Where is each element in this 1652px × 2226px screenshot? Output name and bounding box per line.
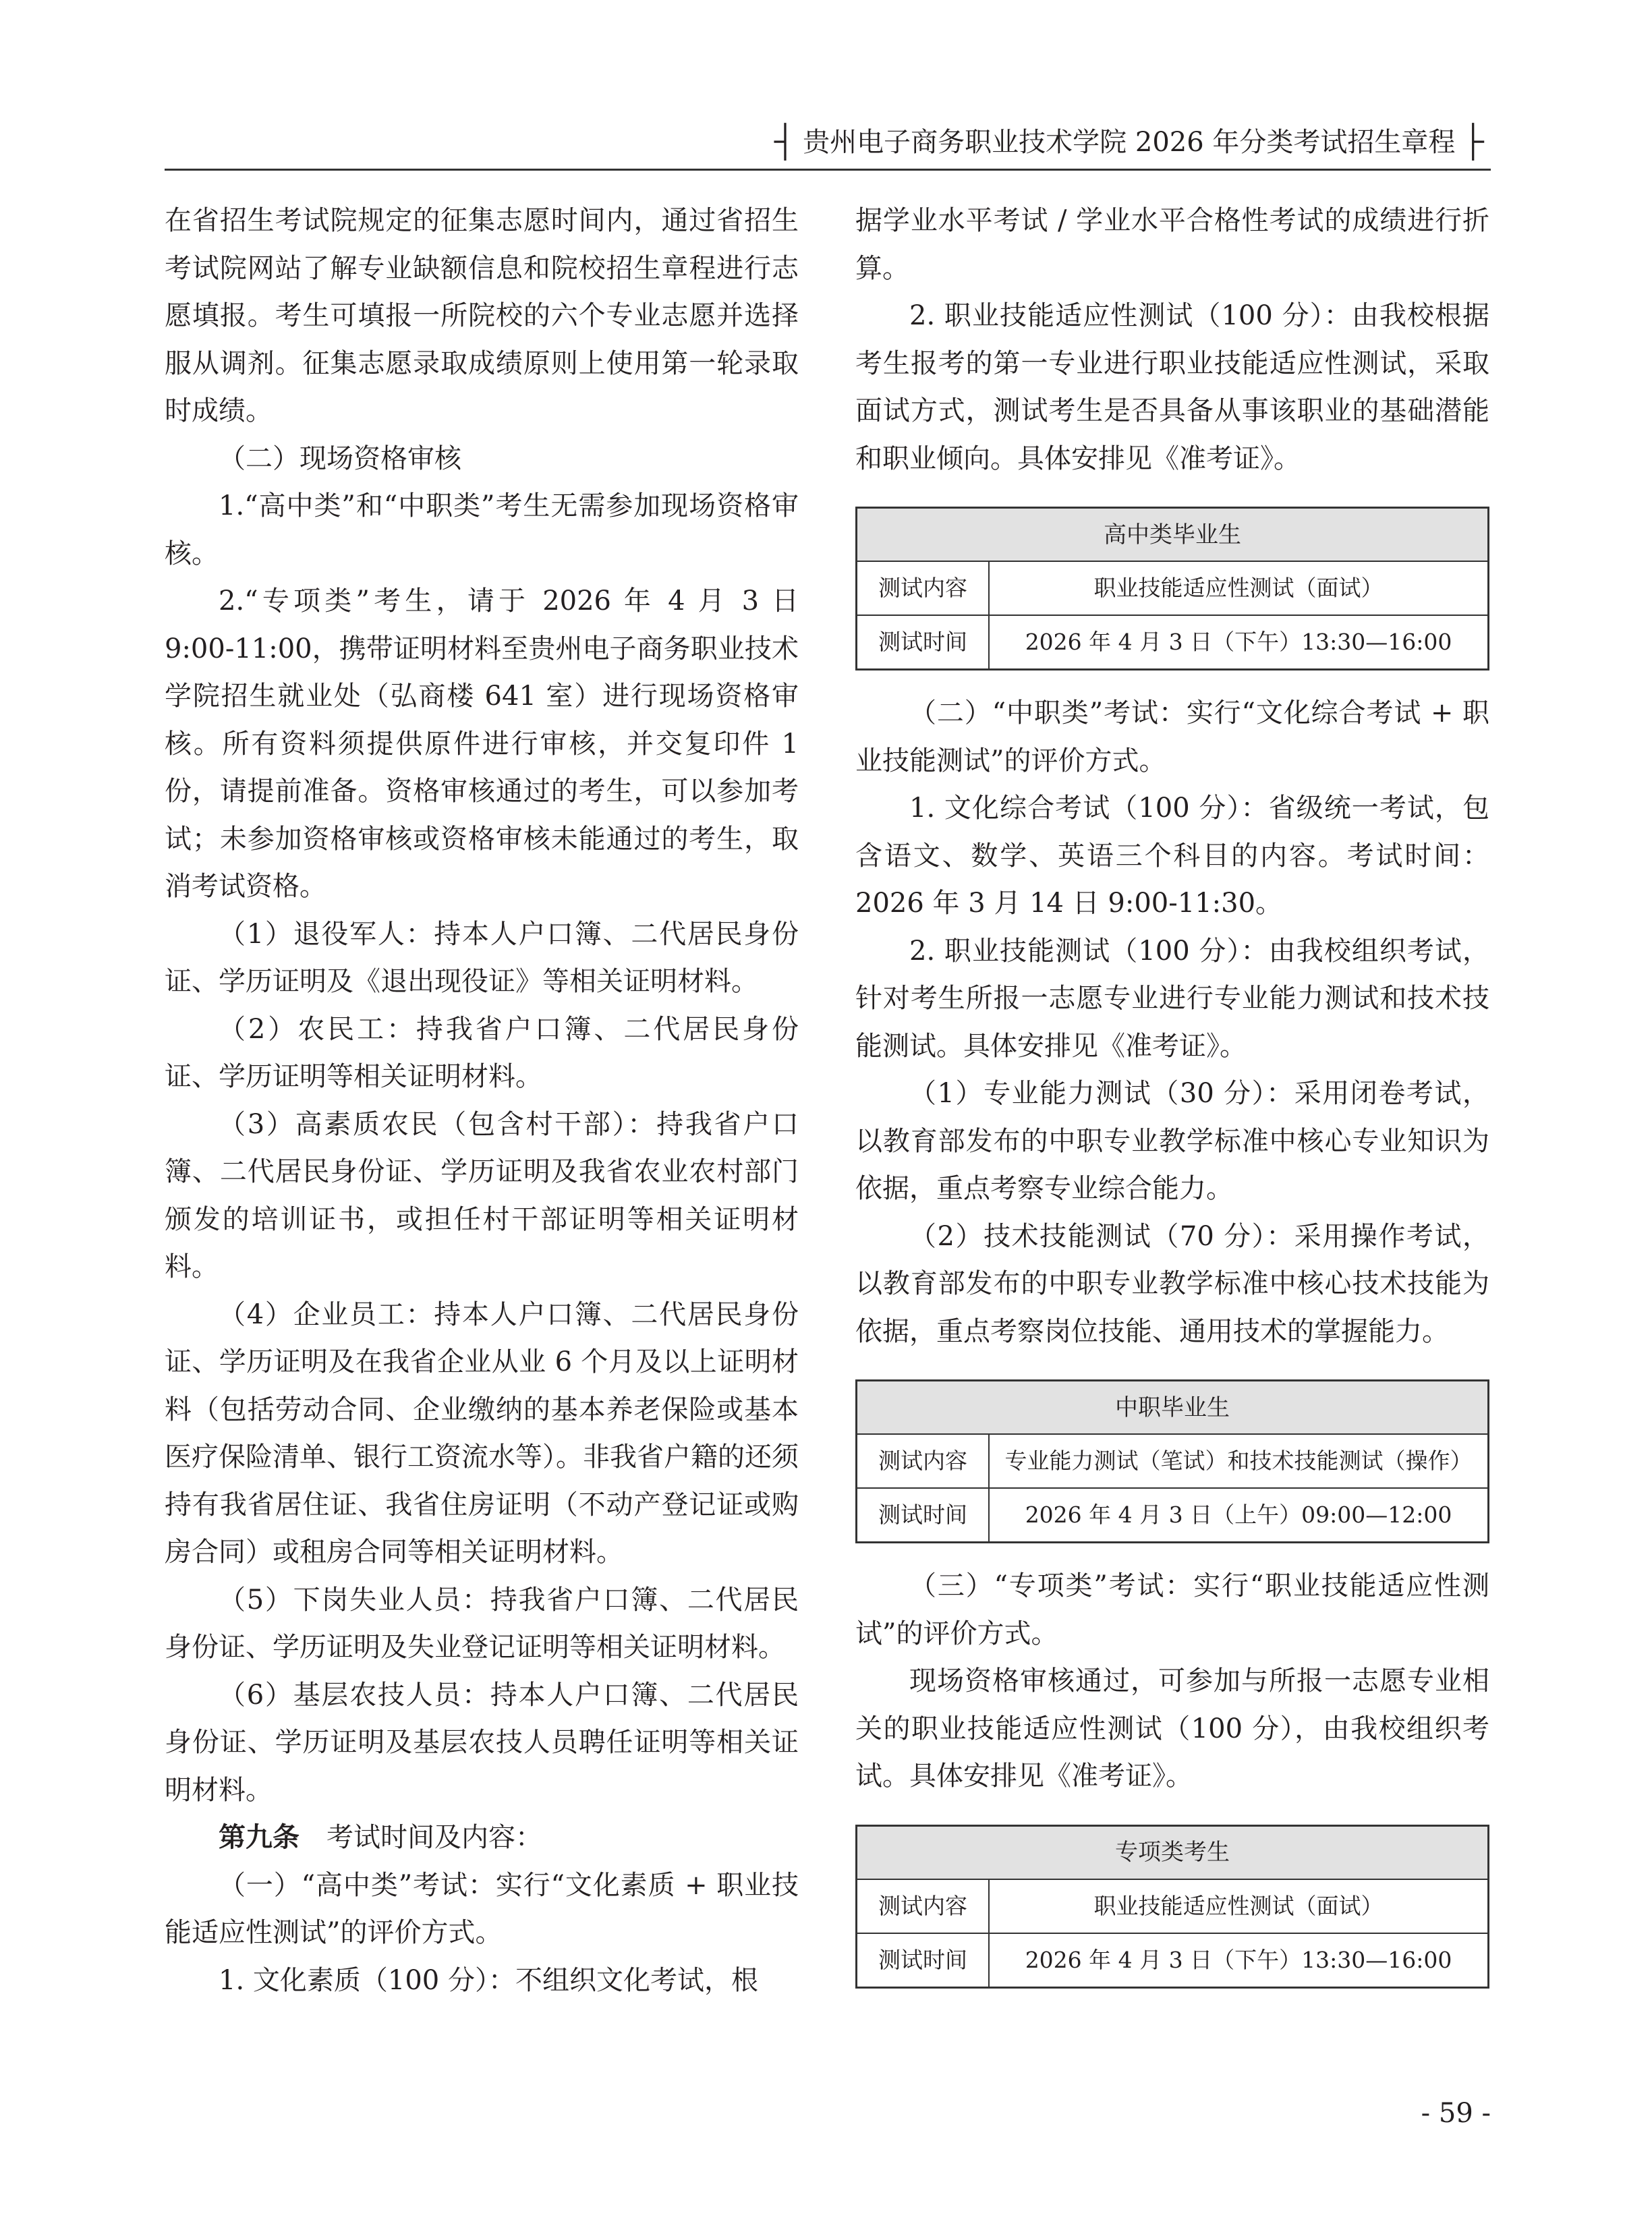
header-title: 贵州电子商务职业技术学院 2026 年分类考试招生章程 [803, 127, 1456, 158]
table-cell-label: 测试内容 [857, 1879, 990, 1933]
article-label: 第九条 [219, 1822, 300, 1853]
header-bar-right: ├ [1462, 122, 1484, 159]
table-cell-value: 2026 年 4 月 3 日（下午）13:30—16:00 [989, 615, 1489, 670]
schedule-table-high-school [855, 507, 1489, 670]
paragraph: 2. 职业技能适应性测试（100 分）：由我校根据考生报考的第一专业进行职业技能适应性测试，采取面试方式，测试考生是否具备从事该职业的基础潜能和职业倾向。具体安排见《准考证》。 [855, 300, 1489, 474]
paragraph: （1）退役军人：持本人户口簿、二代居民身份证、学历证明及《退出现役证》等相关证明材料。 [165, 918, 799, 997]
table-cell-label: 测试内容 [857, 1434, 990, 1488]
paragraph: （三）“专项类”考试：实行“职业技能适应性测试”的评价方式。 [855, 1570, 1489, 1649]
table-cell-label: 测试时间 [857, 615, 990, 670]
header-rule [165, 169, 1491, 171]
table-cell-value: 2026 年 4 月 3 日（下午）13:30—16:00 [989, 1933, 1489, 1988]
paragraph: （2）农民工：持我省户口簿、二代居民身份证、学历证明等相关证明材料。 [165, 1013, 799, 1092]
table-cell-value: 2026 年 4 月 3 日（上午）09:00—12:00 [989, 1488, 1489, 1543]
paragraph: 1. 文化素质（100 分）：不组织文化考试，根 [219, 1964, 758, 1996]
header-bar-left: ┤ [774, 122, 797, 159]
table-header: 专项类考生 [857, 1825, 1489, 1879]
paragraph: 在省招生考试院规定的征集志愿时间内，通过省招生考试院网站了解专业缺额信息和院校招生章程进行志愿填报。考生可填报一所院校的六个专业志愿并选择服从调剂。征集志愿录取成绩原则上使用第一轮录取时成绩。 [165, 205, 799, 426]
schedule-table-vocational [855, 1379, 1489, 1543]
table-header: 中职毕业生 [857, 1381, 1489, 1435]
table-cell-value: 专业能力测试（笔试）和技术技能测试（操作） [989, 1434, 1489, 1488]
paragraph: （4）企业员工：持本人户口簿、二代居民身份证、学历证明及在我省企业从业 6 个月及以上证明材料（包括劳动合同、企业缴纳的基本养老保险或基本医疗保险清单、银行工资流水等）。非我省户籍的还须持有我省居住证、我省住房证明（不动产登记证或购房合同）或租房合同等相关证明材料。 [165, 1298, 799, 1568]
paragraph: （一）“高中类”考试：实行“文化素质 + 职业技能适应性测试”的评价方式。 [165, 1869, 799, 1948]
article-text: 考试时间及内容： [326, 1822, 542, 1853]
paragraph: （2）技术技能测试（70 分）：采用操作考试，以教育部发布的中职专业教学标准中核心技术技能为依据，重点考察岗位技能、通用技术的掌握能力。 [855, 1220, 1489, 1347]
table-cell-value: 职业技能适应性测试（面试） [989, 1879, 1489, 1933]
paragraph: （3）高素质农民（包含村干部）：持我省户口簿、二代居民身份证、学历证明及我省农业农村部门颁发的培训证书，或担任村干部证明等相关证明材料。 [165, 1108, 799, 1282]
left-column [165, 197, 799, 2004]
paragraph: （二）“中职类”考试：实行“文化综合考试 + 职业技能测试”的评价方式。 [855, 697, 1489, 776]
table-cell-value: 职业技能适应性测试（面试） [989, 561, 1489, 615]
paragraph: 2. 职业技能测试（100 分）：由我校组织考试，针对考生所报一志愿专业进行专业能力测试和技术技能测试。具体安排见《准考证》。 [855, 935, 1489, 1062]
schedule-table-special [855, 1825, 1489, 1989]
table-header: 高中类毕业生 [857, 508, 1489, 562]
running-header [165, 120, 1491, 161]
section-heading: （二）现场资格审核 [219, 443, 461, 474]
right-column [855, 197, 1489, 2007]
table-cell-label: 测试时间 [857, 1488, 990, 1543]
page-number: - 59 - [1421, 2098, 1491, 2129]
table-cell-label: 测试内容 [857, 561, 990, 615]
article-heading [165, 1814, 799, 1862]
paragraph: 据学业水平考试 / 学业水平合格性考试的成绩进行折算。 [855, 205, 1489, 284]
paragraph: （6）基层农技人员：持本人户口簿、二代居民身份证、学历证明及基层农技人员聘任证明等相关证明材料。 [165, 1679, 799, 1806]
table-cell-label: 测试时间 [857, 1933, 990, 1988]
paragraph: 2.“专项类”考生，请于 2026 年 4 月 3 日 9:00-11:00，携带证明材料至贵州电子商务职业技术学院招生就业处（弘商楼 641 室）进行现场资格审核。所有资料须提供原件进行审核，并交复印件 1 份，请提前准备。资格审核通过的考生，可以参加考试；未参加资格审核或资格审核未能通过的考生，取消考试资格。 [165, 586, 799, 902]
paragraph: 1.“高中类”和“中职类”考生无需参加现场资格审核。 [165, 490, 799, 569]
paragraph: 1. 文化综合考试（100 分）：省级统一考试，包含语文、数学、英语三个科目的内容。考试时间：2026 年 3 月 14 日 9:00-11:30。 [855, 793, 1489, 919]
paragraph: 现场资格审核通过，可参加与所报一志愿专业相关的职业技能适应性测试（100 分），由我校组织考试。具体安排见《准考证》。 [855, 1665, 1489, 1792]
paragraph: （1）专业能力测试（30 分）：采用闭卷考试，以教育部发布的中职专业教学标准中核心专业知识为依据，重点考察专业综合能力。 [855, 1078, 1489, 1204]
paragraph: （5）下岗失业人员：持我省户口簿、二代居民身份证、学历证明及失业登记证明等相关证明材料。 [165, 1584, 799, 1663]
